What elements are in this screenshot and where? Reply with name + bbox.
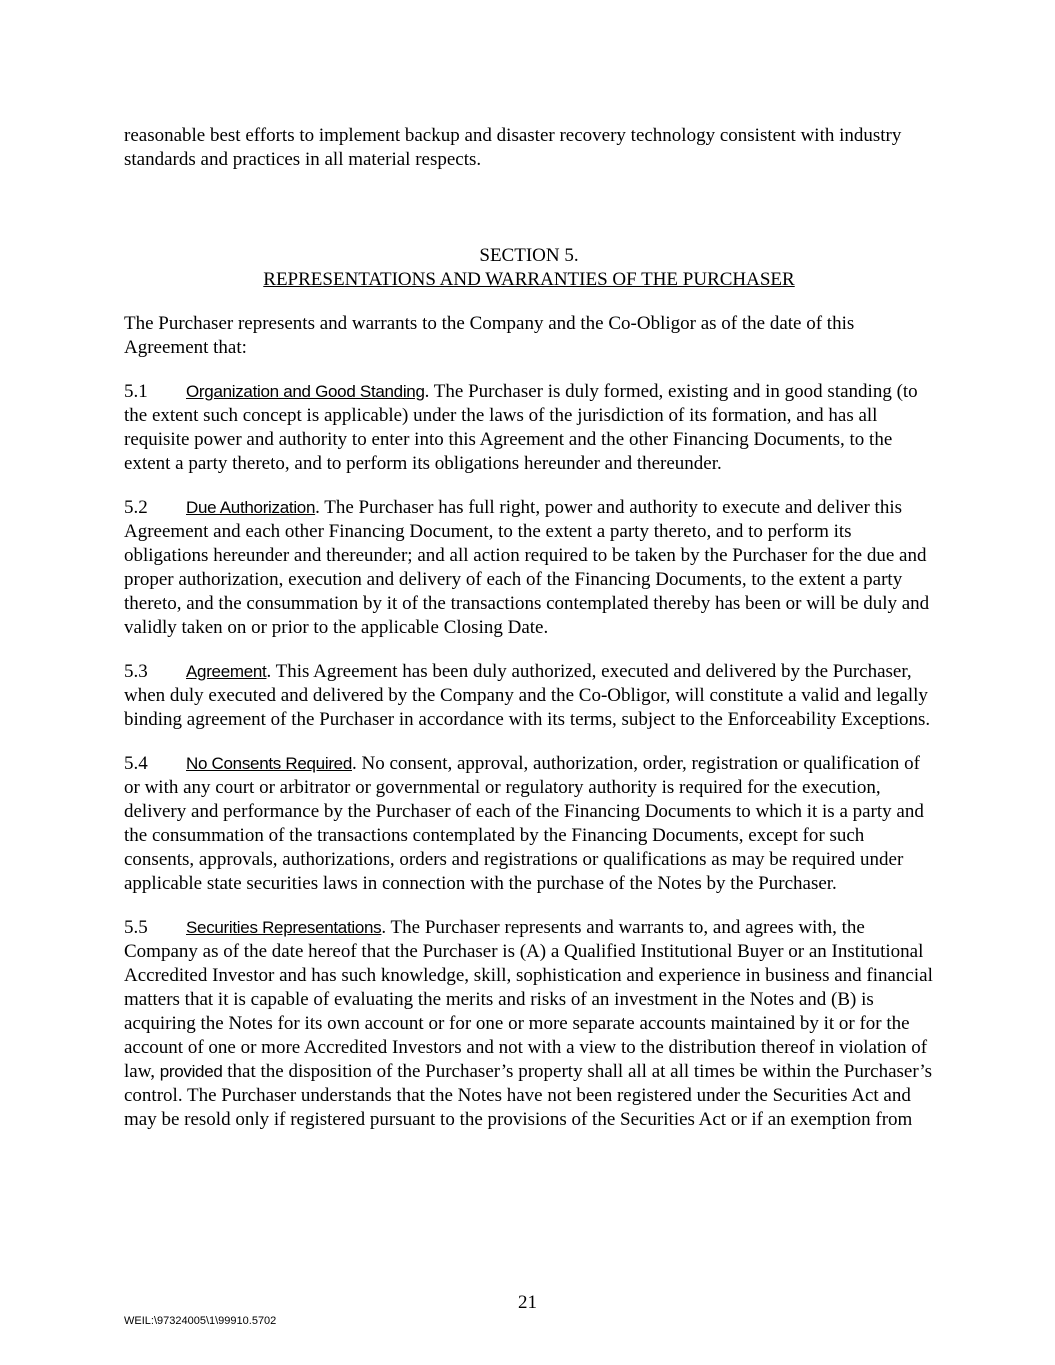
clause-heading: Agreement xyxy=(186,662,267,681)
clause-5-1 xyxy=(124,380,934,476)
section-title: REPRESENTATIONS AND WARRANTIES OF THE PURCHASER xyxy=(263,269,795,290)
clause-5-4 xyxy=(124,752,934,896)
document-id: WEIL:\97324005\1\99910.5702 xyxy=(124,1315,277,1327)
intro-paragraph: reasonable best efforts to implement backup and disaster recovery technology consistent with industry standards and practices in all material respects. xyxy=(124,125,902,170)
clause-heading: Due Authorization xyxy=(186,498,316,517)
clause-body: . The Purchaser has full right, power and authority to execute and deliver this Agreement and each other Financing Document, to the extent a party thereto, and to perform its obligations hereunder and thereunder; and all action required to be taken by the Purchaser for the due and proper authorization, execution and delivery of each of the Financing Documents, to the extent a party thereto, and the consummation by it of the transactions contemplated thereby has been or will be duly and validly taken on or prior to the applicable Closing Date. xyxy=(124,497,930,638)
clause-5-2 xyxy=(124,496,934,640)
clause-number: 5.5 xyxy=(124,917,148,938)
clause-body-part-1: . The Purchaser represents and warrants to, and agrees with, the Company as of the date hereof that the Purchaser is (A) a Qualified Institutional Buyer or an Institutional Accredited Investor and has such knowledge, skill, sophistication and experience in business and financial matters that it is capable of evaluating the merits and risks of an investment in the Notes and (B) is acquiring the Notes for its own account or for one or more separate accounts maintained by it or for the account of one or more Accredited Investors and not with a view to the distribution thereof in violation of law, xyxy=(124,917,933,1082)
clause-emphasis: provided xyxy=(159,1062,223,1081)
clause-5-3 xyxy=(124,660,934,732)
clause-number: 5.1 xyxy=(124,381,148,402)
clause-number: 5.2 xyxy=(124,497,148,518)
clause-number: 5.4 xyxy=(124,753,148,774)
clause-body-part-2: that the disposition of the Purchaser’s property shall all at all times be within the Purchaser’s control. The Purchaser understands that the Notes have not been registered under the Securities Act and may be resold only if registered pursuant to the provisions of the Securities Act or if an exemption from xyxy=(124,1061,933,1130)
section-number: SECTION 5. xyxy=(479,245,579,266)
clause-heading: No Consents Required xyxy=(186,754,352,773)
clause-heading: Organization and Good Standing xyxy=(186,382,425,401)
clause-5-5 xyxy=(124,916,934,1132)
clause-body: . No consent, approval, authorization, order, registration or qualification of or with any court or arbitrator or governmental or regulatory authority is required for the execution, delivery and performance by the Purchaser of each of the Financing Documents to which it is a party and the consummation of the transactions contemplated by the Financing Documents, except for such consents, approvals, authorizations, orders and registrations or qualifications as may be required under applicable state securities laws in connection with the purchase of the Notes by the Purchaser. xyxy=(124,753,924,894)
clause-heading: Securities Representations xyxy=(186,918,382,937)
document-page xyxy=(124,124,934,1132)
clause-body: . This Agreement has been duly authorized, executed and delivered by the Purchaser, when duly executed and delivered by the Company and the Co-Obligor, will constitute a valid and legally binding agreement of the Purchaser in accordance with its terms, subject to the Enforceability Exceptions. xyxy=(124,661,931,730)
lead-in-paragraph: The Purchaser represents and warrants to the Company and the Co-Obligor as of the date of this Agreement that: xyxy=(124,313,855,358)
clause-number: 5.3 xyxy=(124,661,148,682)
page-number: 21 xyxy=(518,1292,537,1313)
clause-body: . The Purchaser is duly formed, existing and in good standing (to the extent such concept is applicable) under the laws of the jurisdiction of its formation, and has all requisite power and authority to enter into this Agreement and the other Financing Documents, to the extent a party thereto, and to perform its obligations hereunder and thereunder. xyxy=(124,381,918,474)
